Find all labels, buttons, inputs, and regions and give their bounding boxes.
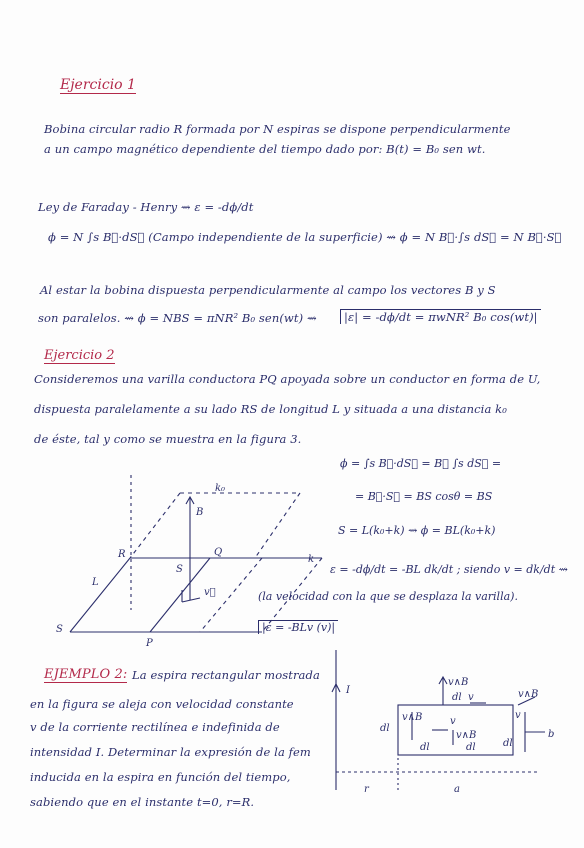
ej2-eq6: |ε = -BLv (v)|	[258, 620, 338, 634]
ej2-eq3: S = L(k₀+k) ⇝ ϕ = BL(k₀+k)	[338, 524, 496, 537]
ej2-eq2: = B⃗·S⃗ = BS cosθ = BS	[355, 490, 493, 503]
fig2-vxB-left: v∧B	[402, 712, 423, 723]
ej1-line2: a un campo magnético dependiente del tiempo dado por: B(t) = B₀ sen wt.	[44, 142, 486, 156]
ej1-line1: Bobina circular radio R formada por N espiras se dispone perpendicularmente	[44, 122, 511, 136]
ej3-line6: sabiendo que en el instante t=0, r=R.	[30, 795, 255, 809]
fig2-vxB-mid: v∧B	[456, 730, 477, 741]
fig2-dl-top: dl	[452, 692, 462, 703]
ej3-line4: intensidad I. Determinar la expresión de la fem	[30, 745, 311, 759]
fig2-dl-mid2: dl	[466, 742, 476, 753]
fig2-v-mid: v	[450, 716, 456, 727]
fig2-dl-right: dl	[503, 738, 513, 749]
fig-R-label: R	[118, 549, 126, 560]
ej1-result: |ε| = -dϕ/dt = πwNR² B₀ cos(wt)|	[340, 309, 541, 324]
ej3-line5: inducida en la espira en función del tiempo,	[30, 770, 291, 784]
ej2-line1: Consideremos una varilla conductora PQ apoyada sobre un conductor en forma de U,	[34, 372, 541, 386]
fig2-v-right: v	[515, 710, 521, 721]
fig2-b-label: b	[548, 729, 555, 740]
ej1-line4a: son paralelos. ⇝ ϕ = NBS = πNR² B₀ sen(wt) ⇝	[38, 311, 317, 325]
fig-S-up-label: S	[176, 564, 183, 575]
ej3-line1: La espira rectangular mostrada	[132, 668, 320, 682]
ej3-title: EJEMPLO 2:	[44, 667, 128, 682]
fig-k0-label: k₀	[215, 483, 226, 494]
fig-Q-label: Q	[214, 547, 223, 558]
ej2-eq1: ϕ = ∫s B⃗·dS⃗ = B⃗ ∫s dS⃗ =	[340, 457, 502, 470]
ej2-line3: de éste, tal y como se muestra en la figura 3.	[34, 432, 302, 446]
fig-S-label: S	[56, 624, 63, 635]
fig2-vxB-top: v∧B	[448, 677, 469, 688]
ej1-faraday: Ley de Faraday - Henry ⇝ ε = -dϕ/dt	[38, 200, 254, 214]
fig2-r-label: r	[364, 784, 369, 795]
ej2-title: Ejercicio 2	[44, 348, 115, 363]
fig-B-label: B	[196, 507, 204, 518]
fig2-vxB-right: v∧B	[518, 689, 539, 700]
fig-k-label: k	[308, 554, 315, 565]
ej2-eq5: (la velocidad con la que se desplaza la varilla).	[258, 590, 518, 603]
fig2-I-label: I	[346, 685, 350, 696]
fig2-dl-mid1: dl	[420, 742, 430, 753]
ej2-line2: dispuesta paralelamente a su lado RS de longitud L y situada a una distancia k₀	[34, 402, 507, 416]
ej3-line2: en la figura se aleja con velocidad constante	[30, 697, 294, 711]
ej3-line3: v de la corriente rectilínea e indefinida de	[30, 720, 280, 734]
ej2-eq4: ε = -dϕ/dt = -BL dk/dt ; siendo v = dk/dt ⇝	[330, 563, 568, 576]
ej1-flux: ϕ = N ∫s B⃗·dS⃗ (Campo independiente de la superficie) ⇝ ϕ = N B⃗·∫s dS⃗ = N B⃗·S⃗	[48, 230, 562, 244]
fig-P-label: P	[146, 638, 153, 649]
fig2-a-label: a	[454, 784, 460, 795]
fig-L-label: L	[92, 577, 99, 588]
fig2-dl-left: dl	[380, 723, 390, 734]
fig-v-label: v⃗	[204, 587, 216, 598]
ej1-line3: Al estar la bobina dispuesta perpendicularmente al campo los vectores B y S	[40, 283, 496, 297]
fig2-v-top: v	[468, 692, 474, 703]
ej1-title: Ejercicio 1	[60, 77, 136, 93]
